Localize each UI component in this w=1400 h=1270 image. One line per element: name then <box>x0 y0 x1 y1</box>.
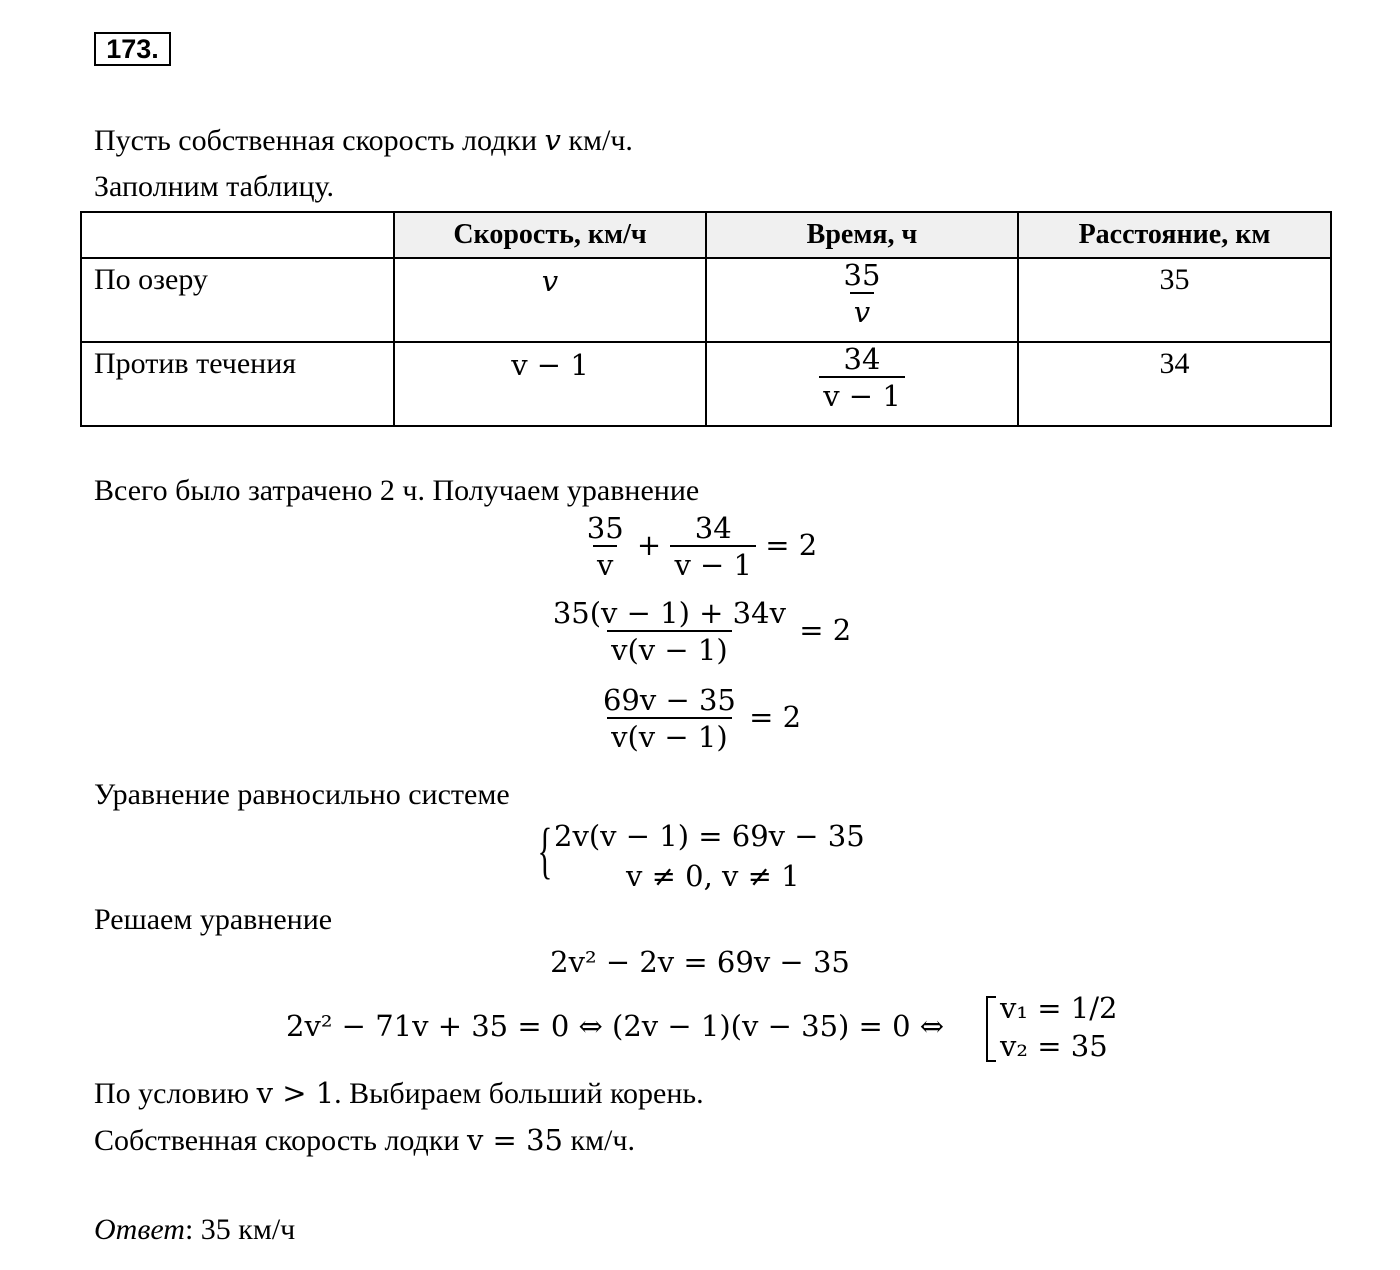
eq1-rhs: = 2 <box>765 528 818 562</box>
result-after: км/ч. <box>562 1124 635 1157</box>
equation-1 <box>0 511 1400 582</box>
table-cell-time <box>706 258 1018 342</box>
table-header-distance: Расстояние, км <box>1018 212 1331 258</box>
intro-line-1 <box>94 123 633 157</box>
intro-variable: v <box>544 123 561 157</box>
row-label: По озеру <box>94 263 208 296</box>
roots-bracket <box>986 996 996 1062</box>
time-numerator: 35 <box>843 258 881 292</box>
data-table <box>80 211 1332 427</box>
equation-4: 2v² − 2v = 69v − 35 <box>550 945 850 979</box>
intro-text-before: Пусть собственная скорость лодки <box>94 124 545 157</box>
system-block <box>530 818 890 896</box>
eq2-num: 35(v − 1) + 34v <box>552 596 786 630</box>
table-cell-distance <box>1018 258 1331 342</box>
condition-after: . Выбираем больший корень. <box>334 1077 704 1110</box>
eq3-rhs: = 2 <box>749 700 802 734</box>
table-header-empty <box>81 212 394 258</box>
problem-number: 173. <box>94 32 171 66</box>
eq3-num: 69v − 35 <box>602 683 736 717</box>
table-cell-time <box>706 342 1018 426</box>
table-cell-speed <box>394 258 706 342</box>
system-intro-text: Уравнение равносильно системе <box>94 778 510 811</box>
intro-line-2: Заполним таблицу. <box>94 170 335 203</box>
answer-text <box>94 1215 295 1245</box>
root-1: v₁ = 1/2 <box>1000 991 1118 1025</box>
eq1-plus: + <box>636 528 662 562</box>
eq2-den: v(v − 1) <box>607 630 732 665</box>
row-speed: v <box>541 264 559 298</box>
table-header-speed: Скорость, км/ч <box>394 212 706 258</box>
row-distance: 35 <box>1159 263 1190 296</box>
time-denominator: v <box>850 292 874 327</box>
condition-before: По условию <box>94 1077 257 1110</box>
table-cell-label <box>81 258 394 342</box>
time-numerator: 34 <box>843 342 881 376</box>
table-cell-label <box>81 342 394 426</box>
eq1-frac2-den: v − 1 <box>670 545 756 580</box>
system-line-2: v ≠ 0, v ≠ 1 <box>626 859 800 893</box>
eq1-frac1-den: v <box>593 545 617 580</box>
total-time-text: Всего было затрачено 2 ч. Получаем уравнение <box>94 474 700 507</box>
answer-label: Ответ <box>94 1213 185 1246</box>
time-denominator: v − 1 <box>819 376 905 411</box>
eq1-frac1-num: 35 <box>586 511 624 545</box>
table-row <box>81 258 1331 342</box>
table-row <box>81 342 1331 426</box>
eq1-frac2-num: 34 <box>694 511 732 545</box>
eq2-rhs: = 2 <box>799 613 852 647</box>
equation-2 <box>0 596 1400 667</box>
condition-text <box>94 1076 704 1110</box>
root-2: v₂ = 35 <box>1000 1029 1108 1063</box>
table-header-row <box>81 212 1331 258</box>
system-brace: { <box>537 817 553 885</box>
eq3-den: v(v − 1) <box>607 717 732 752</box>
condition-math: v > 1 <box>256 1076 335 1110</box>
table-header-time: Время, ч <box>706 212 1018 258</box>
equation-3 <box>0 683 1400 754</box>
row-label: Против течения <box>94 347 297 380</box>
system-line-1: 2v(v − 1) = 69v − 35 <box>554 819 865 853</box>
intro-text-after: км/ч. <box>560 124 633 157</box>
result-math: v = 35 <box>466 1123 563 1157</box>
roots-block <box>984 992 1134 1064</box>
equation-5: 2v² − 71v + 35 = 0 ⇔ (2v − 1)(v − 35) = 0 ⇔ <box>286 1009 945 1043</box>
result-before: Собственная скорость лодки <box>94 1124 467 1157</box>
table-cell-distance <box>1018 342 1331 426</box>
solve-intro-text: Решаем уравнение <box>94 903 333 936</box>
row-speed: v − 1 <box>511 348 589 382</box>
answer-value: : 35 км/ч <box>184 1213 296 1246</box>
result-text <box>94 1123 635 1157</box>
table-cell-speed <box>394 342 706 426</box>
row-distance: 34 <box>1159 347 1190 380</box>
